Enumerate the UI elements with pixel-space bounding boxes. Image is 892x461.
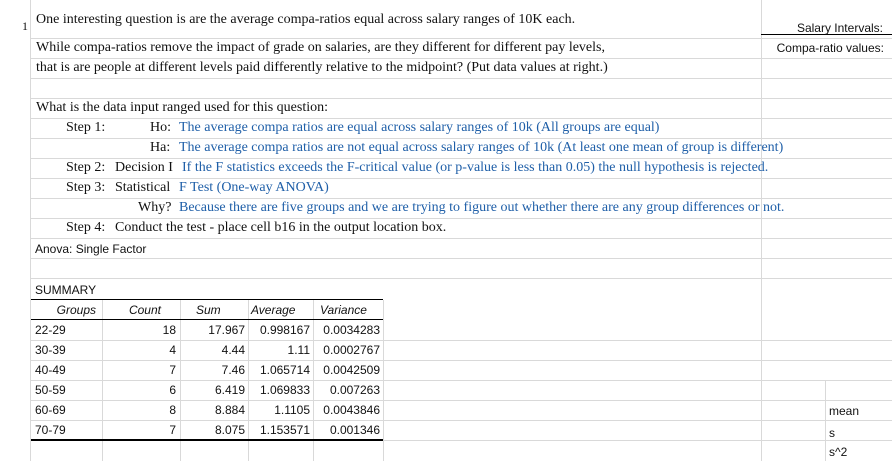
ho-label: Ho: — [150, 120, 171, 135]
grid-line — [30, 98, 892, 99]
mean-label[interactable]: mean — [829, 404, 860, 418]
step2-label[interactable]: Step 2: — [66, 160, 106, 175]
why-text[interactable]: Because there are five groups and we are trying to figure out whether there are any group differences or not. — [179, 200, 785, 215]
question-line-3[interactable]: that is are people at different levels paid differently relative to the midpoint? (Put data values at right.) — [36, 60, 608, 75]
cell-count[interactable]: 18 — [162, 323, 176, 337]
col-header-variance[interactable]: Variance — [320, 303, 367, 317]
grid-line — [30, 238, 892, 239]
cell-group[interactable]: 22-29 — [35, 323, 66, 337]
col-header-groups[interactable]: Groups — [56, 303, 96, 317]
col-header-average[interactable]: Average — [251, 303, 296, 317]
cell-group[interactable]: 40-49 — [35, 363, 66, 377]
row-number: 1 — [22, 19, 28, 33]
grid-line — [30, 380, 892, 381]
s-squared-label[interactable]: s^2 — [829, 445, 848, 459]
cell-count[interactable]: 4 — [169, 343, 176, 357]
ha-text[interactable]: The average compa ratios are not equal across salary ranges of 10k (At least one mean of group is different) — [179, 140, 784, 155]
summary-top-rule — [31, 299, 383, 300]
cell-sum[interactable]: 6.419 — [214, 383, 245, 397]
cell-variance[interactable]: 0.007263 — [329, 383, 380, 397]
cell-count[interactable]: 6 — [169, 383, 176, 397]
cell-count[interactable]: 8 — [169, 403, 176, 417]
ha-label: Ha: — [150, 140, 171, 155]
anova-title[interactable]: Anova: Single Factor — [35, 242, 147, 256]
header-bottom-rule — [31, 319, 383, 320]
step3-label[interactable]: Step 3: — [66, 180, 106, 195]
grid-column-line — [383, 300, 384, 461]
grid-column-line — [30, 0, 31, 461]
salary-intervals-label[interactable]: Salary Intervals: — [796, 21, 883, 35]
grid-line — [30, 138, 892, 139]
s-label[interactable]: s — [829, 426, 835, 440]
col-header-count[interactable]: Count — [128, 303, 161, 317]
question-line-1[interactable]: One interesting question is are the average compa-ratios equal across salary ranges of 10K each. — [36, 12, 576, 27]
cell-sum[interactable]: 8.075 — [214, 423, 245, 437]
cell-sum[interactable]: 8.884 — [214, 403, 245, 417]
statistical-label: Statistical — [115, 180, 171, 195]
grid-line — [30, 400, 892, 401]
grid-line — [30, 218, 892, 219]
cell-variance[interactable]: 0.0034283 — [323, 323, 380, 337]
cell-average[interactable]: 0.998167 — [259, 323, 310, 337]
grid-line — [30, 340, 892, 341]
step4-label[interactable]: Step 4: — [66, 220, 106, 235]
grid-line — [30, 258, 892, 259]
why-label: Why? — [138, 200, 172, 215]
cell-variance[interactable]: 0.0002767 — [323, 343, 380, 357]
cell-variance[interactable]: 0.0042509 — [323, 363, 380, 377]
cell-count[interactable]: 7 — [169, 423, 176, 437]
cell-sum[interactable]: 7.46 — [221, 363, 245, 377]
col-header-sum[interactable]: Sum — [196, 303, 221, 317]
question-line-2[interactable]: While compa-ratios remove the impact of grade on salaries, are they different for different pay levels, — [36, 40, 605, 55]
grid-line — [30, 278, 892, 279]
grid-line — [30, 118, 892, 119]
grid-line — [30, 58, 892, 59]
cell-average[interactable]: 1.153571 — [259, 423, 310, 437]
cell-average[interactable]: 1.1105 — [274, 403, 310, 417]
grid-line — [30, 198, 892, 199]
grid-line — [30, 178, 892, 179]
cell-variance[interactable]: 0.001346 — [329, 423, 380, 437]
summary-label[interactable]: SUMMARY — [35, 283, 97, 297]
summary-bottom-rule — [31, 439, 383, 441]
cell-average[interactable]: 1.069833 — [259, 383, 310, 397]
cell-sum[interactable]: 4.44 — [221, 343, 245, 357]
cell-average[interactable]: 1.11 — [287, 343, 310, 357]
grid-column-line — [761, 0, 762, 461]
cell-count[interactable]: 7 — [169, 363, 176, 377]
cell-group[interactable]: 50-59 — [35, 383, 66, 397]
grid-column-line — [825, 380, 826, 461]
step4-text[interactable]: Conduct the test - place cell b16 in the output location box. — [115, 220, 447, 235]
cell-group[interactable]: 70-79 — [35, 423, 66, 437]
compa-ratio-values-label[interactable]: Compa-ratio values: — [776, 41, 884, 55]
cell-group[interactable]: 30-39 — [35, 343, 66, 357]
data-input-question[interactable]: What is the data input ranged used for this question: — [36, 100, 328, 115]
cell-sum[interactable]: 17.967 — [208, 323, 245, 337]
decision-text[interactable]: If the F statistics exceeds the F-critical value (or p-value is less than 0.05) the null hypothesis is rejected. — [182, 160, 769, 175]
grid-line — [30, 360, 892, 361]
grid-line — [30, 158, 892, 159]
grid-line — [30, 420, 892, 421]
grid-line — [30, 78, 892, 79]
cell-variance[interactable]: 0.0043846 — [323, 403, 380, 417]
statistical-text[interactable]: F Test (One-way ANOVA) — [179, 180, 329, 195]
grid-line — [30, 38, 892, 39]
cell-group[interactable]: 60-69 — [35, 403, 66, 417]
cell-average[interactable]: 1.065714 — [259, 363, 310, 377]
step1-label[interactable]: Step 1: — [66, 120, 106, 135]
decision-label: Decision I — [115, 160, 173, 175]
ho-text[interactable]: The average compa ratios are equal across salary ranges of 10k (All groups are equal) — [179, 120, 660, 135]
